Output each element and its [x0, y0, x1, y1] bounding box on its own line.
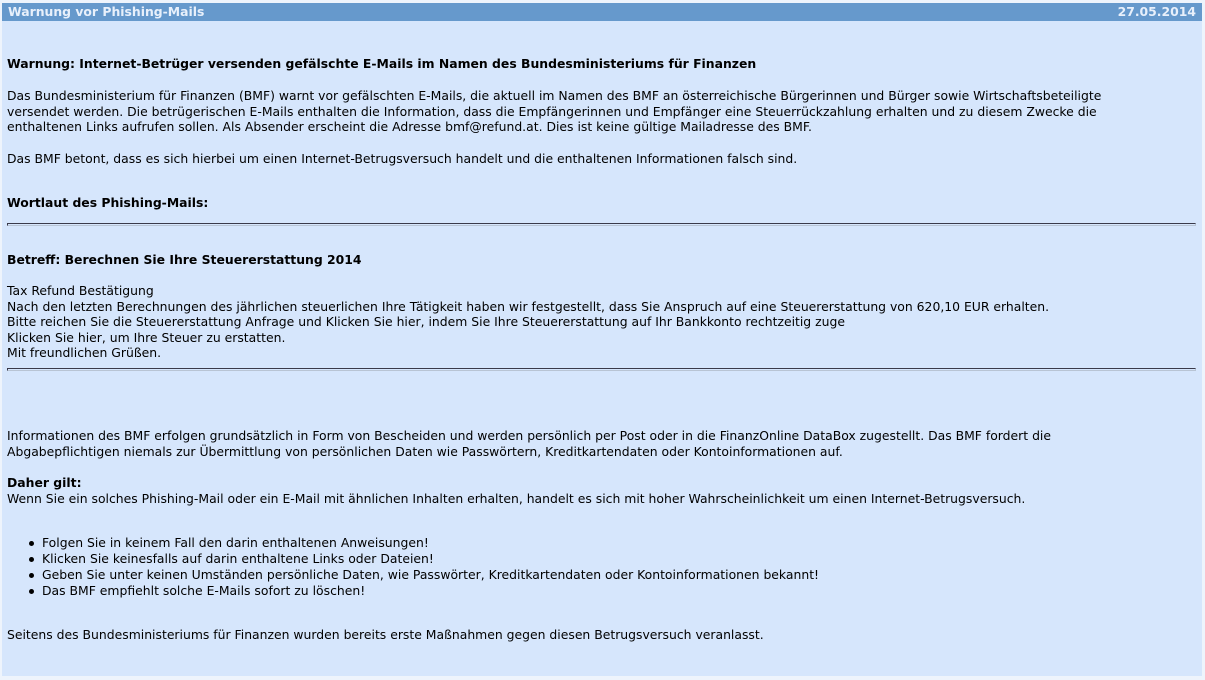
notice-panel	[2, 3, 1202, 676]
title-bar	[2, 3, 1202, 21]
closing-paragraph: Seitens des Bundesministeriums für Finanzen wurden bereits erste Maßnahmen gegen diesen Betrugsversuch veranlasst.	[7, 627, 764, 642]
notice-title: Warnung vor Phishing-Mails	[8, 4, 205, 19]
intro-line: versendet werden. Die betrügerischen E-Mails enthalten die Information, dass die Empfängerinnen und Empfänger eine Steuerrückzahlung erhalten und zu diesem Zwecke die	[7, 103, 1097, 119]
phishing-line: Mit freundlichen Grüßen.	[7, 345, 162, 361]
advice-item: Folgen Sie in keinem Fall den darin enthaltenen Anweisungen!	[2, 535, 819, 551]
notice-date: 27.05.2014	[1117, 4, 1196, 19]
intro-paragraph	[7, 88, 1101, 135]
info-line: Informationen des BMF erfolgen grundsätzlich in Form von Bescheiden und werden persönlich per Post oder in die FinanzOnline DataBox zugestellt. Das BMF fordert die	[7, 428, 1051, 443]
info-paragraph	[7, 428, 1051, 459]
therefore-heading: Daher gilt:	[7, 475, 82, 490]
divider-top	[7, 223, 1196, 226]
article-headline: Warnung: Internet-Betrüger versenden gefälschte E-Mails im Namen des Bundesministeriums für Finanzen	[7, 56, 757, 71]
info-line: Abgabepflichtigen niemals zur Übermittlung von persönlichen Daten wie Passwörtern, Kreditkartendaten oder Kontoinformationen auf.	[7, 443, 843, 459]
intro-line: Das Bundesministerium für Finanzen (BMF) warnt vor gefälschten E-Mails, die aktuell im Namen des BMF an österreichische Bürgerinnen und Bürger sowie Wirtschaftsbeteiligte	[7, 88, 1102, 103]
divider-bottom	[7, 368, 1196, 371]
phishing-body	[7, 283, 1049, 361]
phishing-line: Bitte reichen Sie die Steuererstattung Anfrage und Klicken Sie hier, indem Sie Ihre Steuererstattung auf Ihr Bankkonto rechtzeitig zuge	[7, 314, 845, 330]
advice-item: Geben Sie unter keinen Umständen persönliche Daten, wie Passwörter, Kreditkartendaten oder Kontoinformationen bekannt!	[2, 567, 819, 583]
advice-item: Das BMF empfiehlt solche E-Mails sofort zu löschen!	[2, 583, 819, 599]
advice-item: Klicken Sie keinesfalls auf darin enthaltene Links oder Dateien!	[2, 551, 819, 567]
therefore-text: Wenn Sie ein solches Phishing-Mail oder ein E-Mail mit ähnlichen Inhalten erhalten, handelt es sich mit hoher Wahrscheinlichkeit um einen Internet-Betrugsversuch.	[7, 491, 1026, 506]
advice-list	[2, 535, 819, 599]
statement-paragraph: Das BMF betont, dass es sich hierbei um einen Internet-Betrugsversuch handelt und die enthaltenen Informationen falsch sind.	[7, 151, 798, 166]
phishing-line: Nach den letzten Berechnungen des jährlichen steuerlichen Ihre Tätigkeit haben wir festgestellt, dass Sie Anspruch auf eine Steuererstattung von 620,10 EUR erhalten.	[7, 298, 1050, 314]
phishing-line: Tax Refund Bestätigung	[7, 283, 154, 298]
wording-heading: Wortlaut des Phishing-Mails:	[7, 195, 209, 210]
phishing-line: Klicken Sie hier, um Ihre Steuer zu erstatten.	[7, 329, 286, 345]
phishing-subject: Betreff: Berechnen Sie Ihre Steuererstattung 2014	[7, 252, 362, 267]
intro-line: enthaltenen Links aufrufen sollen. Als Absender erscheint die Adresse bmf@refund.at. Dies ist keine gültige Mailadresse des BMF.	[7, 119, 812, 135]
